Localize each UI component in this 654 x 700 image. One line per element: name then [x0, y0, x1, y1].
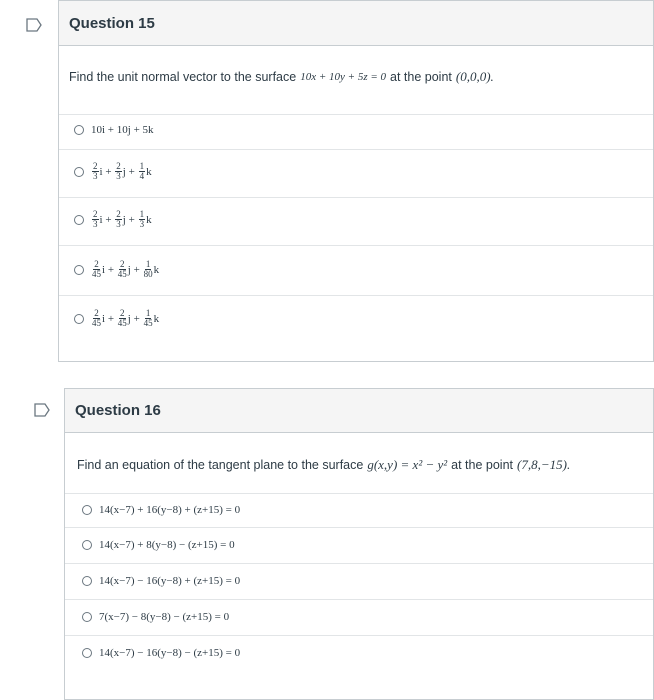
question-16-header — [65, 389, 653, 433]
answer-text: 14(x−7) + 8(y−8) − (z+15) = 0 — [99, 538, 235, 551]
q15-answer-5[interactable] — [59, 295, 653, 341]
question-16-title: Question 16 — [75, 402, 161, 419]
prompt-text: Find an equation of the tangent plane to the surface — [77, 458, 364, 472]
q15-answer-3[interactable] — [59, 197, 653, 241]
radio-button[interactable] — [74, 314, 84, 324]
question-16-card — [64, 388, 654, 700]
q16-answer-1[interactable] — [65, 493, 653, 525]
radio-button[interactable] — [74, 125, 84, 135]
question-15-title: Question 15 — [69, 14, 155, 32]
q16-answer-4[interactable] — [65, 599, 653, 633]
radio-button[interactable] — [82, 540, 92, 550]
q16-answer-2[interactable] — [65, 527, 653, 561]
radio-button[interactable] — [82, 576, 92, 586]
q15-answer-4[interactable] — [59, 245, 653, 293]
q16-answer-5[interactable] — [65, 635, 653, 669]
prompt-text-mid: at the point — [390, 70, 452, 84]
prompt-point: (0,0,0). — [455, 69, 494, 84]
question-15-card — [58, 0, 654, 362]
radio-button[interactable] — [74, 167, 84, 177]
flag-question-icon[interactable] — [34, 403, 50, 417]
radio-button[interactable] — [82, 505, 92, 515]
answer-text: $\frac{2}{3}$ i + $\frac{2}{3}$ j + $\frac{1}{4}$ k — [93, 161, 152, 181]
answer-text: 7(x−7) − 8(y−8) − (z+15) = 0 — [99, 610, 230, 623]
answer-text: 14(x−7) − 16(y−8) − (z+15) = 0 — [99, 646, 241, 659]
q15-answer-1[interactable] — [59, 114, 653, 144]
answer-text: $\frac{2}{45}$ i + $\frac{2}{45}$ j + $\frac{1}{45}$ k — [92, 308, 160, 328]
answer-text: $\frac{2}{3}$ i + $\frac{2}{3}$ j + $\frac{1}{3}$ k — [93, 209, 152, 229]
radio-button[interactable] — [82, 612, 92, 622]
answer-text: $\frac{2}{45}$ i + $\frac{2}{45}$ j + $\frac{1}{80}$ k — [92, 259, 160, 279]
question-15-header — [59, 1, 653, 46]
answer-text: 10i + 10j + 5k — [91, 123, 154, 136]
answer-text: 14(x−7) − 16(y−8) + (z+15) = 0 — [99, 574, 241, 587]
prompt-equation: g(x,y) = x² − y² — [367, 457, 448, 472]
question-15-prompt — [69, 69, 498, 85]
prompt-text-mid: at the point — [451, 458, 514, 472]
flag-question-icon[interactable] — [26, 18, 42, 32]
q15-answer-2[interactable] — [59, 149, 653, 193]
answer-text: 14(x−7) + 16(y−8) + (z+15) = 0 — [99, 503, 241, 516]
radio-button[interactable] — [74, 265, 84, 275]
radio-button[interactable] — [74, 215, 84, 225]
prompt-equation: 10x + 10y + 5z = 0 — [300, 71, 387, 83]
question-16-prompt — [77, 457, 574, 473]
q16-answer-3[interactable] — [65, 563, 653, 597]
radio-button[interactable] — [82, 648, 92, 658]
prompt-text: Find the unit normal vector to the surface — [69, 70, 297, 84]
prompt-point: (7,8,−15). — [517, 457, 571, 472]
